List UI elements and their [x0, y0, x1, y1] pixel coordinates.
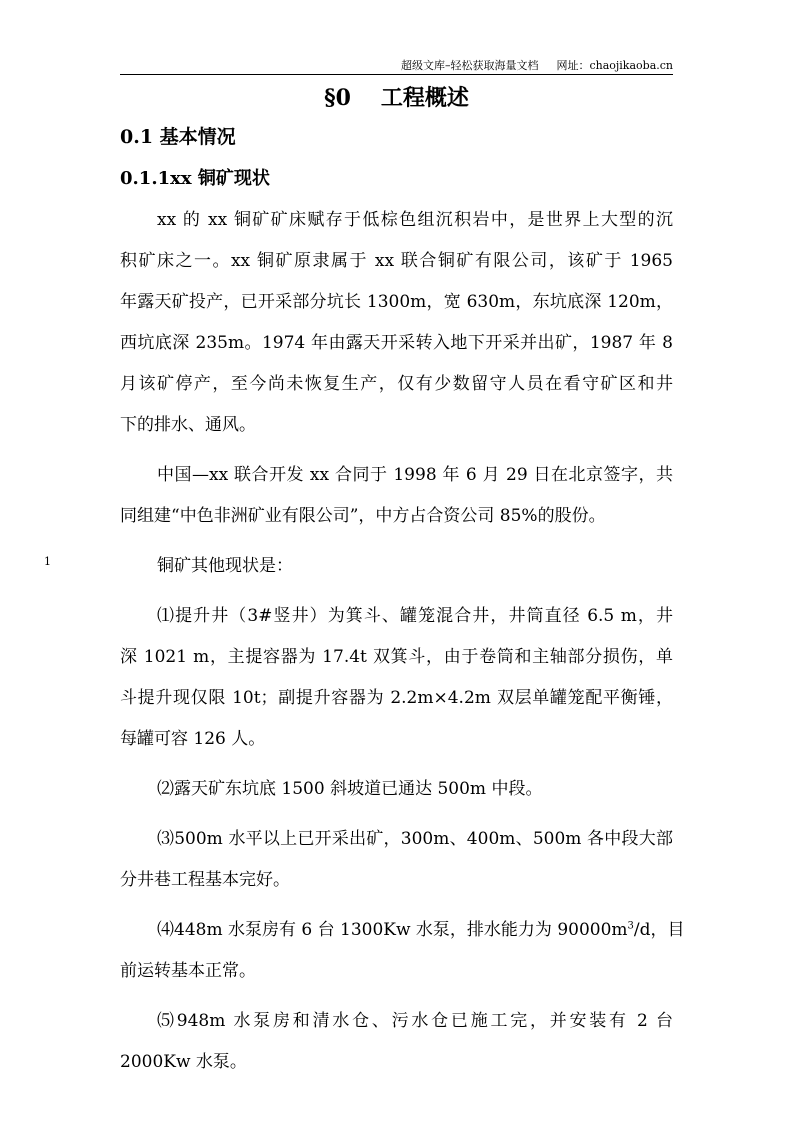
subsection-heading: 0.1.1xx 铜矿现状 [120, 168, 270, 189]
paragraph [120, 200, 673, 446]
chapter-section-mark: §0 [324, 85, 351, 111]
paragraph [120, 455, 673, 537]
text-line [120, 910, 685, 951]
text-line: 西坑底深 235m。1974 年由露天开采转入地下开采并出矿，1987 年 8 [120, 333, 673, 353]
text-line: 中国—xx 联合开发 xx 合同于 1998 年 6 月 29 日在北京签字，共 [157, 465, 673, 485]
paragraph [120, 769, 673, 810]
paragraph [120, 546, 673, 587]
paragraph [120, 1001, 673, 1083]
page-header [401, 57, 673, 73]
header-url[interactable]: chaojikaoba.cn [589, 59, 673, 72]
line-number-marker: 1 [44, 555, 51, 568]
body-text [120, 200, 685, 1083]
text-line: 2000Kw 水泵。 [120, 1052, 247, 1072]
chapter-title-text: 工程概述 [380, 85, 469, 111]
text-line: 分井巷工程基本完好。 [120, 870, 290, 890]
text-line: 年露天矿投产，已开采部分坑长 1300m，宽 630m，东坑底深 120m， [120, 292, 673, 312]
text-run: /d，目 [633, 920, 685, 940]
text-line: 每罐可容 126 人。 [120, 729, 266, 749]
section-heading: 0.1 基本情况 [120, 126, 236, 148]
text-line: 深 1021 m，主提容器为 17.4t 双箕斗，由于卷筒和主轴部分损伤，单 [120, 647, 673, 667]
header-divider [120, 74, 673, 75]
text-line: ⑵露天矿东坑底 1500 斜坡道已通达 500m 中段。 [157, 779, 543, 799]
paragraph [120, 819, 673, 901]
header-site-name: 超级文库–轻松获取海量文档 [400, 59, 539, 72]
text-line: 斗提升现仅限 10t；副提升容器为 2.2m×4.2m 双层单罐笼配平衡锤， [120, 688, 673, 708]
text-line: 下的排水、通风。 [120, 415, 256, 435]
paragraph [120, 910, 685, 992]
text-line: xx 的 xx 铜矿矿床赋存于低棕色组沉积岩中，是世界上大型的沉 [157, 210, 673, 230]
text-line: ⑸948m 水泵房和清水仓、污水仓已施工完，并安装有 2 台 [157, 1011, 673, 1031]
text-line: 前运转基本正常。 [120, 961, 256, 981]
paragraph [120, 596, 673, 760]
header-url-label: 网址： [556, 59, 590, 72]
text-line: 月该矿停产，至今尚未恢复生产，仅有少数留守人员在看守矿区和井 [120, 374, 673, 394]
text-line: 同组建“中色非洲矿业有限公司”，中方占合资公司 85%的股份。 [120, 506, 606, 526]
text-line: ⑶500m 水平以上已开采出矿，300m、400m、500m 各中段大部 [157, 829, 673, 849]
text-run: ⑷448m 水泵房有 6 台 1300Kw 水泵，排水能力为 90000m [157, 920, 628, 940]
text-line: 积矿床之一。xx 铜矿原隶属于 xx 联合铜矿有限公司，该矿于 1965 [120, 251, 673, 271]
text-line: 铜矿其他现状是： [157, 556, 293, 576]
chapter-title [120, 80, 673, 116]
superscript: 3 [627, 920, 634, 932]
text-line: ⑴提升井（3#竖井）为箕斗、罐笼混合井，井筒直径 6.5 m，井 [157, 606, 673, 626]
